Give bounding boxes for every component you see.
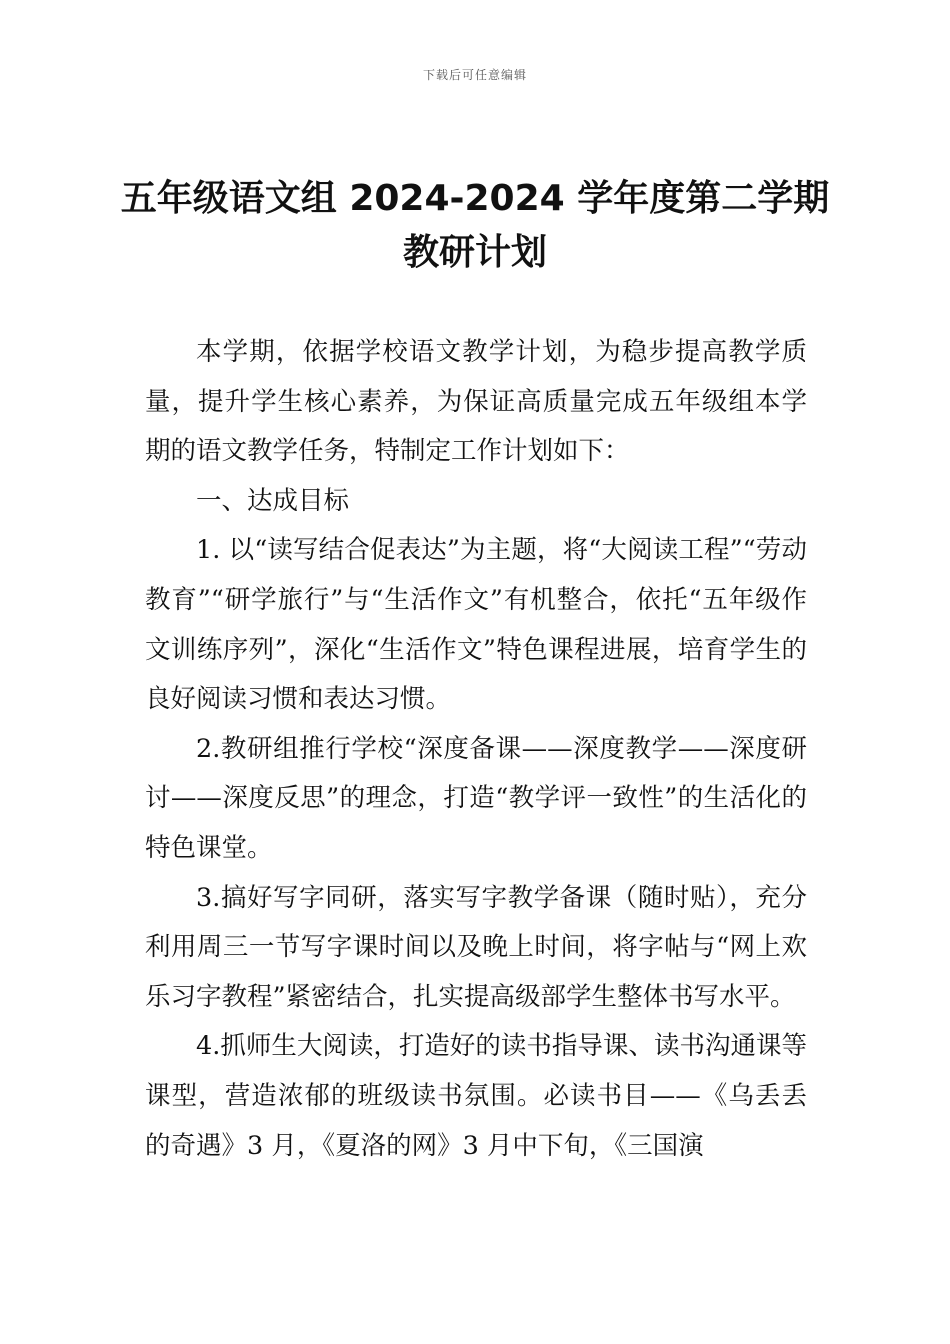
title-line-1: 五年级语文组 2024-2024 学年度第二学期: [120, 178, 830, 219]
header-note: 下载后可任意编辑: [422, 68, 527, 82]
intro-paragraph: 本学期，依据学校语文教学计划，为稳步提高教学质量，提升学生核心素养，为保证高质量完成五年级组本学期的语文教学任务，特制定工作计划如下：: [145, 337, 807, 467]
goal-item-1: 1. 以“读写结合促表达”为主题，将“大阅读工程”“劳动教育”“研学旅行”与“生活作文”有机整合，依托“五年级作文训练序列”，深化“生活作文”特色课程进展，培育学生的良好阅读习惯和表达习惯。: [145, 535, 807, 715]
document-title: [100, 172, 850, 280]
goal-item-3: 3.搞好写字同研，落实写字教学备课（随时贴），充分利用周三一节写字课时间以及晚上时间，将字帖与“网上欢乐习字教程”紧密结合，扎实提高级部学生整体书写水平。: [145, 882, 807, 1012]
goal-item-4: 4.抓师生大阅读，打造好的读书指导课、读书沟通课等课型，营造浓郁的班级读书氛围。必读书目——《乌丢丢的奇遇》3 月，《夏洛的网》3 月中下旬，《三国演: [145, 1031, 807, 1161]
goal-item-2: 2.教研组推行学校“深度备课——深度教学——深度研讨——深度反思”的理念，打造“教学评一致性”的生活化的特色课堂。: [145, 733, 807, 863]
section-heading-goals: 一、达成目标: [196, 485, 350, 516]
document-body: [145, 328, 807, 1171]
title-line-2: 教研计划: [402, 232, 547, 273]
